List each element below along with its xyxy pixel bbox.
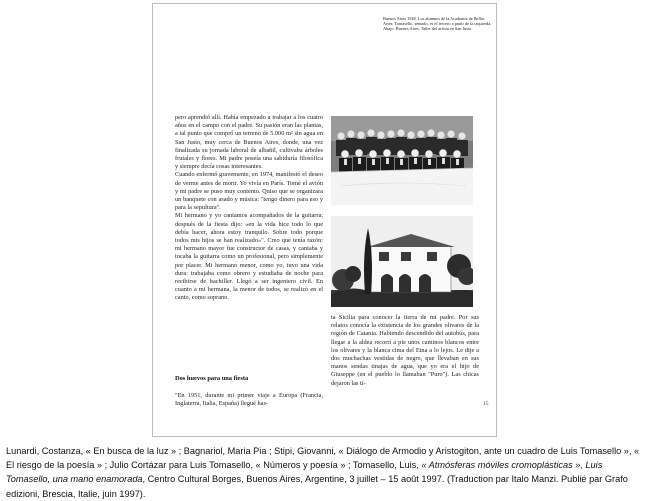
book-page-scan	[152, 3, 497, 437]
bibliographic-reference	[6, 444, 646, 501]
photo-caption: Buenos Aires 1948. Los alumnos de la Academia de Bellas Artes: Tomasello, sentado, es el tercero a partir de la izquierda. Abajo: Buenos Aires. Taller del artista en San Justo.	[383, 16, 492, 32]
left-text-column	[175, 114, 323, 303]
reference-text-end: , Centro Cultural Borges, Buenos Aires, Argentine, 3 juillet – 15 août 1997. (Traduction par Italo Manzi. Publié par Grafo edizioni, Brescia, Italie, juin 1997).	[6, 474, 628, 499]
house-photo	[331, 216, 473, 307]
paragraph: ta Sicilia para conocer la tierra de mi padre. Por sus relatos conocía la existencia de los grandes olivares de la región de Catania. Habiendo descendido del autobús, para llegar a la aldea recorrí a pie unos caminos blancos entre los olivares y la blanca cima del Etna a lo lejos. Le dije a dos muchachas vestidas de negro, que llevaban en sus manos sendas tinajas de agua, que yo era el hijo de Giuseppe (en el pueblo lo llamaban "Puro"). Las chicas dejaron las ti-	[331, 314, 479, 387]
reference-text: Lunardi, Costanza, « En busca de la luz » ; Bagnariol, Maria Pia ; Stipi, Giovanni, « Diálogo de Armodio y Aristogiton, ante un cuadro de Luis Tomasello », « El riesgo de la poesía » ; Julio Cortázar para Luis Tomasello, « Números y poesía » ; Tomasello, Luis,	[6, 446, 640, 471]
left-text-continued	[175, 392, 323, 408]
paragraph: Mi hermano y yo cantamos acompañados de la guitarra; después de la fiesta dijo: «en la vida hice todo lo que debía hacer, ahora estoy tranquilo. Sobre todo porque todos mis hijos se han realizado»". Creo que tenía razón: mi hermano mayor fue constructor de casas, y cantaba y tocaba la guitarra como un profesional, pero simplemente por placer. Mi hermano menor, como yo, tuvo una vida dura: trabajaba como obrero y estudiaba de noche para recibirse de bachiller. Llegó a ser ingeniero civil. En cuanto a mi hermana, la menor de todos, se realizó en el canto, como soprano.	[175, 212, 323, 302]
reference-italic-title: « Atmósferas móviles cromoplásticas », Luis Tomasello, una mano enamorada	[6, 460, 603, 485]
section-heading: Dos huevos para una fiesta	[175, 375, 249, 382]
paragraph: pero aprendió allí. Había empezado a trabajar a los cuatro años en el campo con el padre. Su pasión eran las plantas, a tal punto que compró un terreno de 5.000 m² sin agua en San Justo, muy cerca de Buenos Aires, donde, una vez finalizada su jornada laboral de albañil, cultivaba árboles frutales y flores. Mi padre poseía una sabiduría filosófica y siempre decía cosas interesantes.	[175, 114, 323, 171]
group-photo	[331, 116, 473, 205]
paragraph: "En 1951, durante mi primer viaje a Europa (Francia, Inglaterra, Italia, España) llegué has-	[175, 392, 323, 408]
paragraph: Cuando enfermó gravemente, en 1974, manifestó el deseo de verme antes de morir. Yo vivía en París. Tomé el avión y mi padre se puso muy contento. Quiso que se organizara un banquete con asado y música: "tengo dinero para eso y para la sepultura".	[175, 171, 323, 212]
right-text-column	[331, 314, 479, 388]
page-number: 15	[483, 401, 489, 407]
